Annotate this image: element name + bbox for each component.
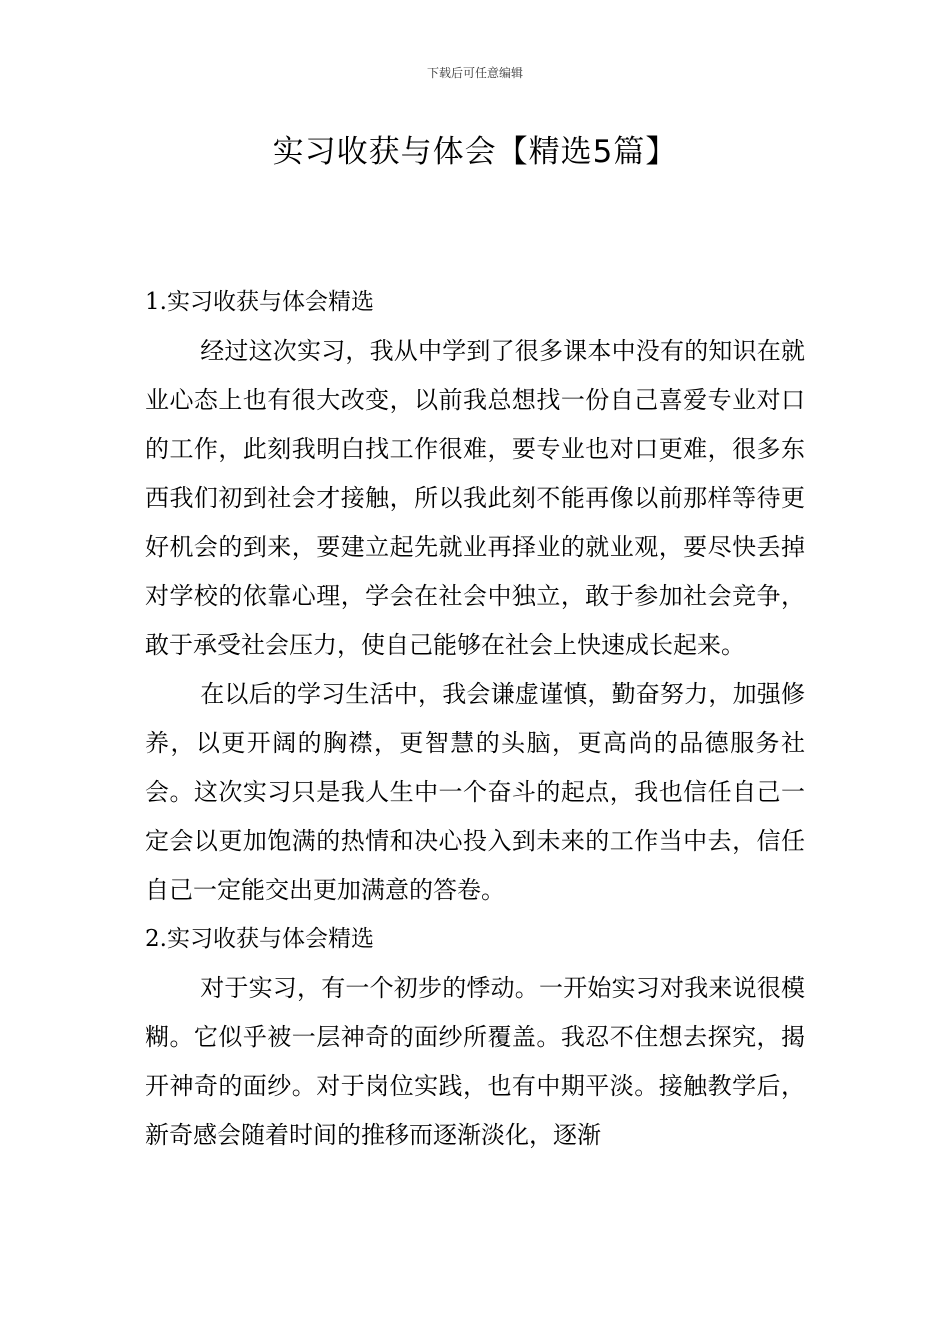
section-heading: 1.实习收获与体会精选 — [145, 289, 374, 315]
section-1 — [145, 278, 805, 915]
paragraph: 对于实习，有一个初步的悸动。一开始实习对我来说很模糊。它似乎被一层神奇的面纱所覆盖。我忍不住想去探究，揭开神奇的面纱。对于岗位实践，也有中期平淡。接触教学后，新奇感会随着时间的推移而逐渐淡化，逐渐 — [145, 974, 805, 1149]
document-title: 实习收获与体会【精选5篇】 — [272, 134, 678, 170]
document-body — [145, 278, 805, 1160]
section-heading: 2.实习收获与体会精选 — [145, 926, 374, 952]
paragraph: 经过这次实习，我从中学到了很多课本中没有的知识在就业心态上也有很大改变，以前我总想找一份自己喜爱专业对口的工作，此刻我明白找工作很难，要专业也对口更难，很多东西我们初到社会才接触，所以我此刻不能再像以前那样等待更好机会的到来，要建立起先就业再择业的就业观，要尽快丢掉对学校的依靠心理，学会在社会中独立，敢于参加社会竞争，敢于承受社会压力，使自己能够在社会上快速成长起来。 — [145, 337, 805, 659]
header-note: 下载后可任意编辑 — [426, 66, 523, 80]
section-2 — [145, 915, 805, 1160]
paragraph: 在以后的学习生活中，我会谦虚谨慎，勤奋努力，加强修养，以更开阔的胸襟，更智慧的头脑，更高尚的品德服务社会。这次实习只是我人生中一个奋斗的起点，我也信任自己一定会以更加饱满的热情和决心投入到未来的工作当中去，信任自己一定能交出更加满意的答卷。 — [145, 680, 805, 904]
